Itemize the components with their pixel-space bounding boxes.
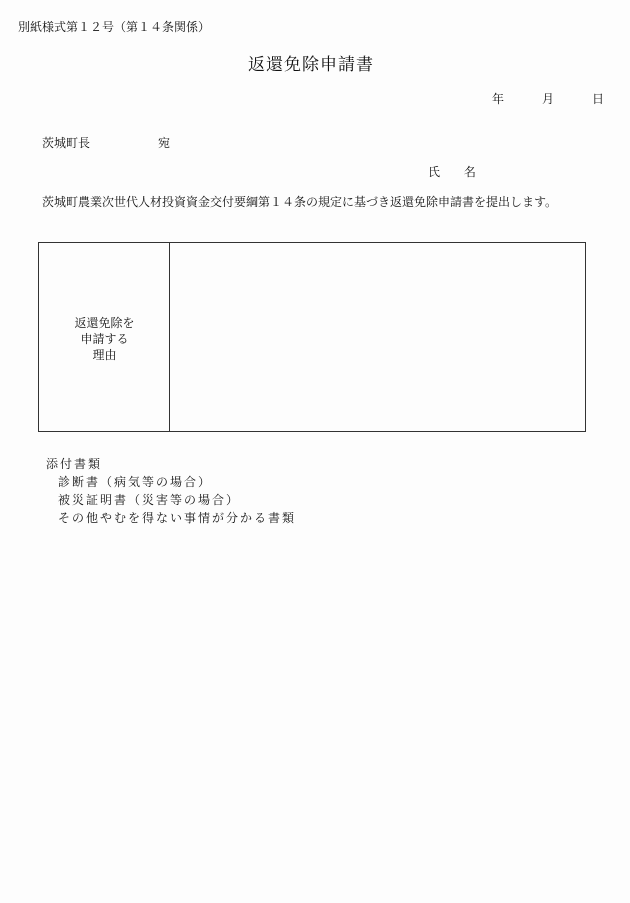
application-statement: 茨城町農業次世代人材投資資金交付要綱第１４条の規定に基づき返還免除申請書を提出します。 — [42, 195, 558, 209]
date-year-label: 年 — [492, 92, 505, 106]
attachments-heading: 添付書類 — [46, 457, 103, 471]
reason-table — [38, 242, 586, 432]
reason-label — [39, 315, 170, 363]
addressee-name: 茨城町長 — [42, 136, 91, 150]
attachment-item: 被災証明書（災害等の場合） — [58, 493, 241, 507]
reason-input-cell[interactable] — [170, 243, 585, 431]
date-month-label: 月 — [542, 92, 555, 106]
addressee-suffix: 宛 — [158, 136, 171, 150]
reason-label-line: 返還免除を — [74, 316, 135, 330]
document-title: 返還免除申請書 — [248, 55, 374, 75]
applicant-name-label: 氏 名 — [428, 165, 486, 179]
date-day-label: 日 — [592, 92, 605, 106]
attachments-section — [46, 455, 296, 527]
reason-label-line: 申請する — [80, 332, 129, 346]
form-number: 別紙様式第１２号（第１４条関係） — [18, 20, 211, 34]
reason-label-cell — [39, 243, 170, 431]
attachment-item: 診断書（病気等の場合） — [58, 475, 213, 489]
attachment-item: その他やむを得ない事情が分かる書類 — [58, 511, 297, 525]
reason-label-line: 理由 — [92, 348, 117, 362]
